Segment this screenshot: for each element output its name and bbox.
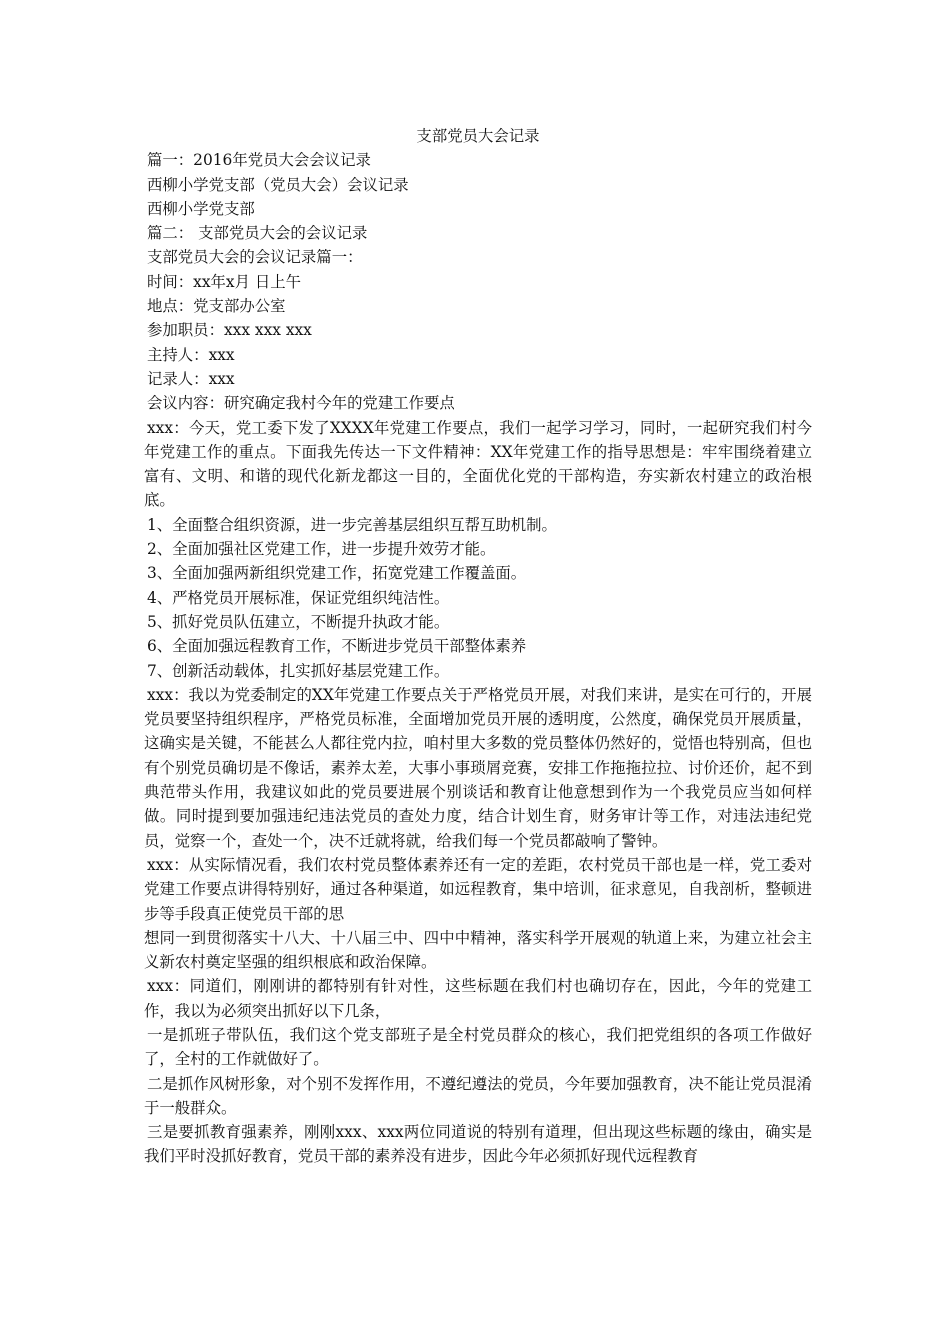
point-paragraph-1: 一是抓班子带队伍，我们这个党支部班子是全村党员群众的核心，我们把党组织的各项工作做好了，全村的工作就做好了。: [144, 1025, 812, 1069]
meeting-attendees: 参加职员：xxx xxx xxx: [147, 321, 312, 340]
section-heading-2: 篇二： 支部党员大会的会议记录: [147, 224, 368, 243]
meeting-time: 时间：xx年x月 日上午: [147, 272, 302, 291]
point-paragraph-3: 三是要抓教育强素养，刚刚xxx、xxx两位同道说的特别有道理，但出现这些标题的缘由，确实是我们平时没抓好教育，党员干部的素养没有进步，因此今年必须抓好现代远程教育: [144, 1123, 812, 1166]
list-item-7: 7、创新活动载体，扎实抓好基层党建工作。: [147, 661, 450, 680]
list-item-6: 6、全面加强远程教育工作，不断进步党员干部整体素养: [147, 637, 527, 656]
meeting-content: 会议内容：研究确定我村今年的党建工作要点: [147, 394, 455, 413]
speech-paragraph-4: xxx：同道们，刚刚讲的都特别有针对性，这些标题在我们村也确切存在，因此，今年的党建工作，我以为必须突出抓好以下几条，: [144, 977, 812, 1020]
meeting-recorder: 记录人：xxx: [147, 369, 235, 388]
speech-paragraph-1: xxx：今天，党工委下发了XXXX年党建工作要点，我们一起学习学习，同时，一起研究我们村今年党建工作的重点。下面我先传达一下文件精神：XX年党建工作的指导思想是：牢牢围绕着建立富有、文明、和谐的现代化新龙都这一目的，全面优化党的干部构造，夯实新农村建立的政治根底。: [144, 418, 812, 510]
list-item-4: 4、严格党员开展标准，保证党组织纯洁性。: [147, 588, 450, 607]
list-item-5: 5、抓好党员队伍建立，不断提升执政才能。: [147, 612, 450, 631]
speech-paragraph-3: xxx：从实际情况看，我们农村党员整体素养还有一定的差距，农村党员干部也是一样，党工委对党建工作要点讲得特别好，通过各种渠道，如远程教育，集中培训，征求意见，自我剖析，整顿进步等手段真正使党员干部的思: [144, 855, 812, 923]
speech-paragraph-2: xxx：我以为党委制定的XX年党建工作要点关于严格党员开展，对我们来讲，是实在可行的，开展党员要坚持组织程序，严格党员标准，全面增加党员开展的透明度，公然度，确保党员开展质量，这确实是关键，不能甚么人都往党内拉，咱村里大多数的党员整体仍然好的，觉悟也特别高，但也有个别党员确切是不像话，素养太差，大事小事琐屑竞赛，安排工作拖拖拉拉、讨价还价，起不到典范带头作用，我建议如此的党员要进展个别谈话和教育让他意想到作为一个我党员应当如何样做。同时提到要加强违纪违法党员的查处力度，结合计划生育，财务审计等工作，对违法违纪党员，觉察一个，查处一个，决不迁就将就，给我们每一个党员都敲响了警钟。: [144, 685, 812, 850]
meeting-record-heading: 西柳小学党支部（党员大会）会议记录: [147, 175, 409, 194]
meeting-host: 主持人：xxx: [147, 345, 235, 364]
section-heading-1: 篇一：2016年党员大会会议记录: [147, 151, 371, 170]
list-item-1: 1、全面整合组织资源，进一步完善基层组织互帮互助机制。: [147, 515, 557, 534]
speech-paragraph-3-continued: 想同一到贯彻落实十八大、十八届三中、四中中精神，落实科学开展观的轨道上来，为建立社会主义新农村奠定坚强的组织根底和政治保障。: [144, 928, 812, 972]
record-subheading: 支部党员大会的会议记录篇一：: [147, 248, 363, 267]
list-item-3: 3、全面加强两新组织党建工作，拓宽党建工作覆盖面。: [147, 564, 527, 583]
list-item-2: 2、全面加强社区党建工作，进一步提升效劳才能。: [147, 540, 496, 559]
document-page: [144, 124, 812, 1169]
meeting-location: 地点：党支部办公室: [147, 297, 286, 316]
organization-name: 西柳小学党支部: [147, 199, 255, 218]
document-title: 支部党员大会记录: [416, 127, 540, 145]
point-paragraph-2: 二是抓作风树形象，对个别不发挥作用，不遵纪遵法的党员，今年要加强教育，决不能让党员混淆于一般群众。: [144, 1074, 812, 1117]
